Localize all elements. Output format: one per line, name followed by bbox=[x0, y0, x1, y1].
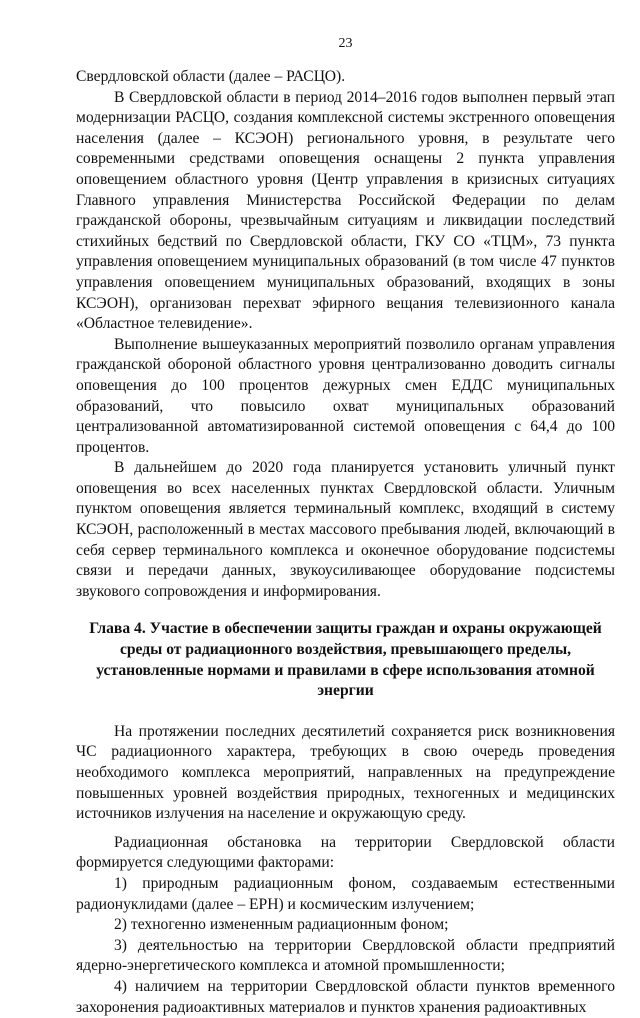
paragraph-modernization: В Свердловской области в период 2014–2016 годов выполнен первый этап модернизации РАСЦО, создания комплексной системы экстренного оповещения населения (далее – КСЭОН) регионального уровня, в результате чего современными средствами оповещения оснащены 2 пункта управления оповещением областного уровня (Центр управления в кризисных ситуациях Главного управления Министерства Российской Федерации по делам гражданской обороны, чрезвычайным ситуациям и ликвидации последствий стихийных бедствий по Свердловской области, ГКУ СО «ТЦМ», 73 пункта управления оповещением муниципальных образований (в том числе 47 пунктов управления оповещением муниципальных образований, входящих в зоны КСЭОН), организован перехват эфирного вещания телевизионного канала «Областное телевидение». bbox=[76, 88, 615, 333]
paragraph-risk: На протяжении последних десятилетий сохраняется риск возникновения ЧС радиационного характера, требующих в свою очередь проведения необходимого комплекса мероприятий, направленных на предупреждение повышенных уровней воздействия природных, техногенных и медицинских источников излучения на население и окружающую среду. bbox=[76, 722, 615, 823]
chapter-heading: Глава 4. Участие в обеспечении защиты граждан и охраны окружающей среды от радиационного воздействия, превышающего пределы, установленные нормами и правилами в сфере использования атомной энергии bbox=[89, 620, 602, 700]
page-number: 23 bbox=[338, 36, 353, 51]
list-item-factor-3: 3) деятельностью на территории Свердловской области предприятий ядерно-энергетического комплекса и атомной промышленности; bbox=[76, 936, 615, 975]
list-item-factor-4: 4) наличием на территории Свердловской области пунктов временного захоронения радиоактивных материалов и пунктов хранения радиоактивных bbox=[76, 977, 615, 1016]
list-item-factor-1: 1) природным радиационным фоном, создаваемым естественными радионуклидами (далее – ЕРН) и космическим излучением; bbox=[76, 874, 615, 913]
paragraph-factors-intro: Радиационная обстановка на территории Свердловской области формируется следующими факторами: bbox=[76, 833, 615, 872]
paragraph-results: Выполнение вышеуказанных мероприятий позволило органам управления гражданской обороной областного уровня централизованно доводить сигналы оповещения до 100 процентов дежурных смен ЕДДС муниципальных образований, что повысило охват муниципальных образований централизованной автоматизированной системой оповещения с 64,4 до 100 процентов. bbox=[76, 335, 615, 456]
paragraph-continuation: Свердловской области (далее – РАСЦО). bbox=[76, 68, 346, 85]
list-item-factor-2: 2) техногенно измененным радиационным фоном; bbox=[114, 916, 449, 934]
paragraph-plans: В дальнейшем до 2020 года планируется установить уличный пункт оповещения во всех населенных пунктах Свердловской области. Уличным пунктом оповещения является терминальный комплекс, входящий в систему КСЭОН, расположенный в местах массового пребывания людей, включающий в себя сервер терминального комплекса и оконечное оборудование подсистемы связи и передачи данных, звукоусиливающее оборудование подсистемы звукового сопровождения и информирования. bbox=[76, 459, 615, 600]
